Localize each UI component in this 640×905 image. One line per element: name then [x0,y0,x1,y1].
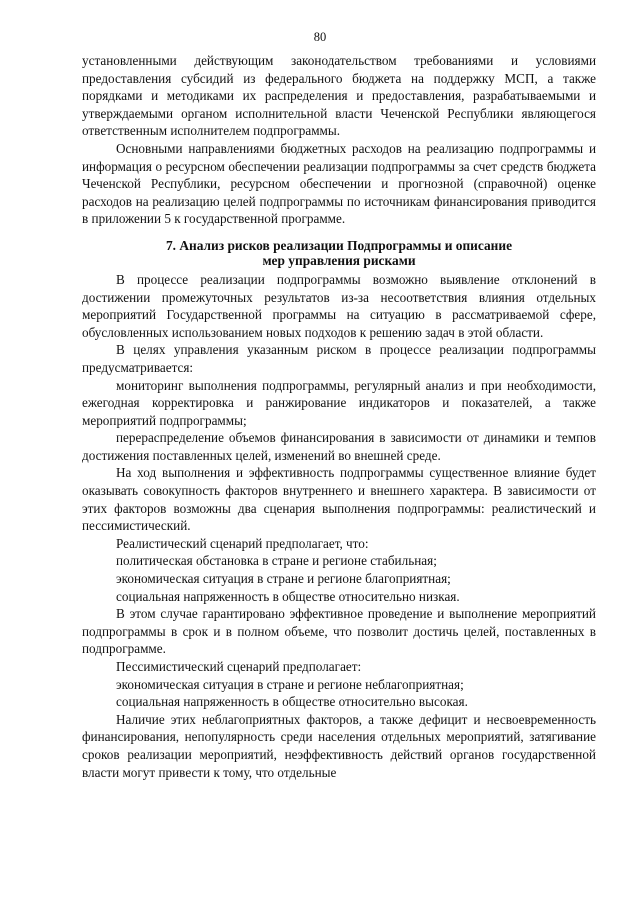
paragraph: Пессимистический сценарий предполагает: [116,659,362,674]
section-heading-line-2: мер управления рисками [262,253,416,269]
section-heading-line-1: 7. Анализ рисков реализации Подпрограммы и описание [165,237,513,253]
paragraph: В целях управления указанным риском в процессе реализации подпрограммы предусматривается: [82,342,596,375]
paragraph: В этом случае гарантировано эффективное проведение и выполнение мероприятий подпрограммы в срок и в полном объеме, что позволит достичь целей, поставленных в подпрограмме. [82,606,596,657]
paragraph: На ход выполнения и эффективность подпрограммы существенное влияние будет оказывать совокупность факторов внутреннего и внешнего характера. В зависимости от этих факторов возможны два сценария выполнения подпрограммы: реалистический и пессимистический. [82,465,596,534]
paragraph: социальная напряженность в обществе относительно низкая. [116,588,460,604]
paragraph: В процессе реализации подпрограммы возможно выявление отклонений в достижении промежуточных результатов из-за несоответствия влияния отдельных мероприятий Государственной программы на ситуацию в рассматриваемой сфере, обусловленных использованием новых подходов к решению задач в этой области. [82,271,596,340]
paragraph: Реалистический сценарий предполагает, что: [116,535,369,551]
paragraph: перераспределение объемов финансирования в зависимости от динамики и темпов достижения поставленных целей, изменений во внешней среде. [82,430,596,463]
paragraph: мониторинг выполнения подпрограммы, регулярный анализ и при необходимости, ежегодная корректировка и ранжирование индикаторов и показателей, а также мероприятий подпрограммы; [82,377,596,428]
paragraph: установленными действующим законодательством требованиями и условиями предоставления субсидий из федерального бюджета на поддержку МСП, а также порядками и методиками их распределения и предоставления, разрабатываемыми и утверждаемыми органом исполнительной власти Чеченской Республики являющегося ответственным исполнителем подпрограммы. [82,53,596,139]
document-body [82,52,596,781]
section-paragraphs [82,271,596,781]
paragraph: Наличие этих неблагоприятных факторов, а также дефицит и несвоевременность финансирования, непопулярность среди населения отдельных мероприятий, затягивание сроков реализации мероприятий, неэффективность действий органов государственной власти могут привести к тому, что отдельные [82,711,596,780]
paragraph: экономическая ситуация в стране и регионе благоприятная; [116,571,451,587]
intro-paragraphs [82,52,596,228]
paragraph: Основными направлениями бюджетных расходов на реализацию подпрограммы и информация о ресурсном обеспечении реализации подпрограммы за счет средств бюджета Чеченской Республики, ресурсном обеспечении и прогнозной (справочной) оценке расходов на реализацию целей подпрограммы по источникам финансирования приводится в приложении 5 к государственной программе. [82,140,596,227]
paragraph: экономическая ситуация в стране и регионе неблагоприятная; [116,676,464,692]
section-heading [82,238,596,269]
paragraph: социальная напряженность в обществе относительно высокая. [116,694,468,710]
paragraph: политическая обстановка в стране и регионе стабильная; [116,553,437,569]
page-number: 80 [313,30,327,44]
